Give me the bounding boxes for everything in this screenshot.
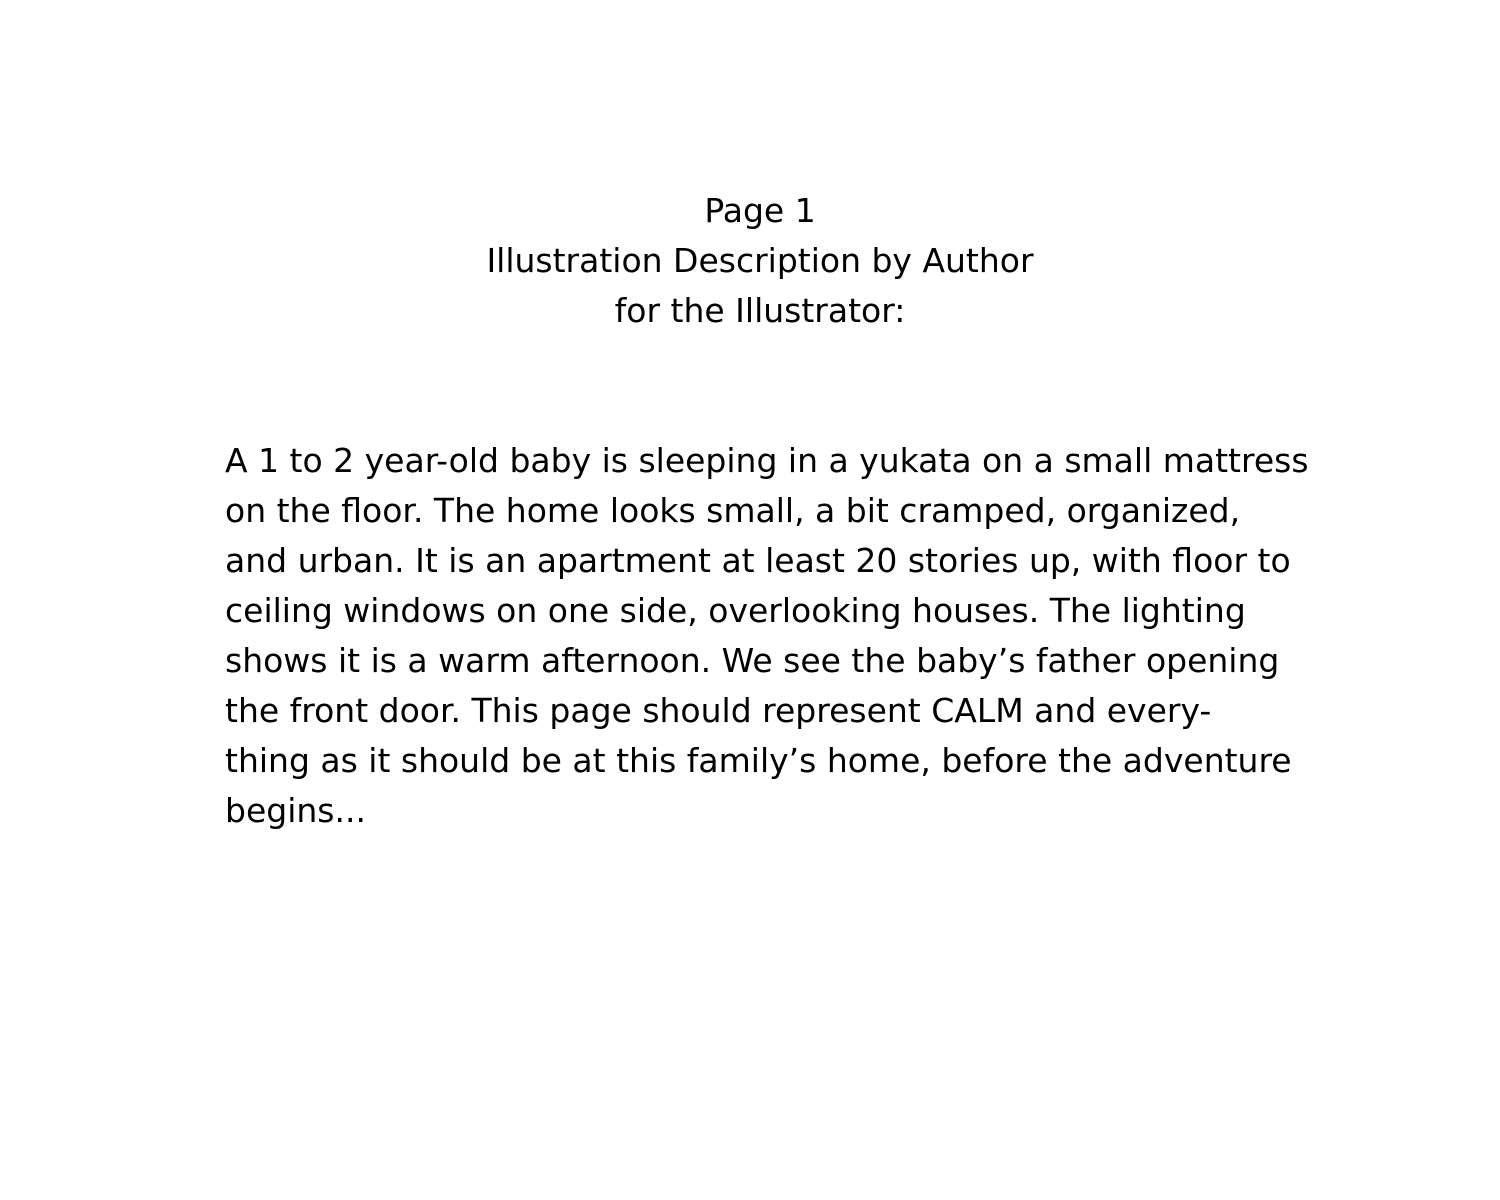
page-header xyxy=(0,186,1500,336)
header-title-line-2: for the Illustrator: xyxy=(614,291,906,330)
illustration-description xyxy=(225,436,1345,836)
description-line-7: thing as it should be at this family’s home, before the adventure xyxy=(225,741,1292,780)
description-line-4: ceiling windows on one side, overlooking houses. The lighting xyxy=(225,591,1246,630)
description-line-8: begins... xyxy=(225,791,366,830)
header-title-line-1: Illustration Description by Author xyxy=(486,241,1034,280)
page-number: Page 1 xyxy=(704,191,816,230)
description-line-6: the front door. This page should represent CALM and every- xyxy=(225,691,1212,730)
description-line-5: shows it is a warm afternoon. We see the baby’s father opening xyxy=(225,641,1280,680)
description-line-1: A 1 to 2 year-old baby is sleeping in a yukata on a small mattress xyxy=(225,441,1309,480)
description-line-3: and urban. It is an apartment at least 20 stories up, with floor to xyxy=(225,541,1291,580)
description-line-2: on the floor. The home looks small, a bit cramped, organized, xyxy=(225,491,1241,530)
